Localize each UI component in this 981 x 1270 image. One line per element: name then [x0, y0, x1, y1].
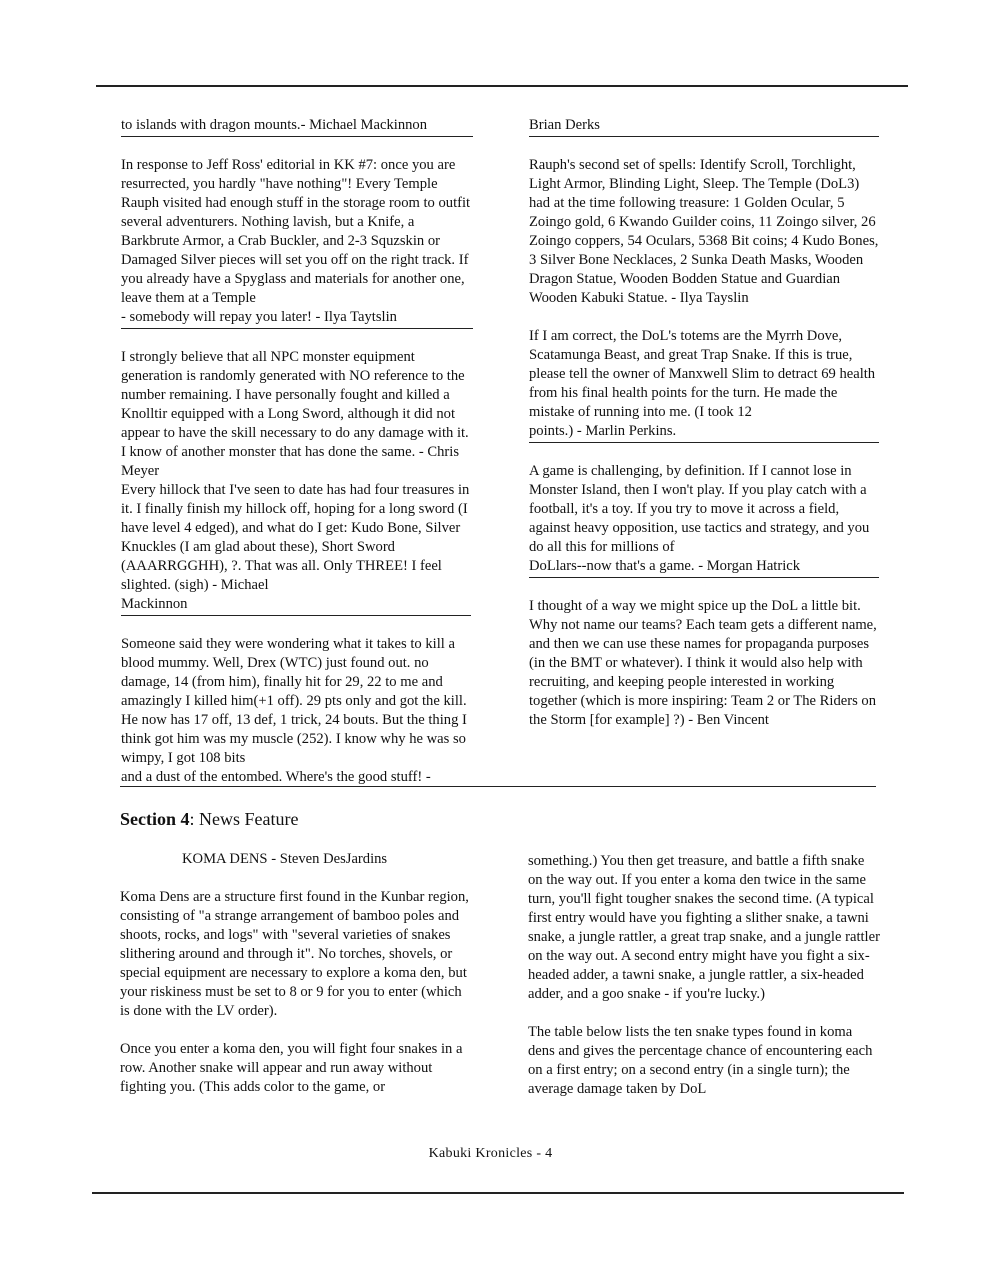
letter-vincent: I thought of a way we might spice up the DoL a little bit. Why not name our teams? Each team gets a different name, and then we can use these names for propaganda purposes (in the BMT or whatever). I think it would also help with recruiting, and keeping people interested in working together (which is more inspiring: Team 2 or The Riders on the Storm [for example] ?) - Ben Vincent — [529, 598, 877, 728]
letter-hillock: Every hillock that I've seen to date has had four treasures in it. I finally finish my hillock off, hoping for a long sword (I have level 4 edged), and what do I get: Kudo Bone, Silver Knuckles (I am glad about these), Short Sword (AAARRGGHH), ?. That was all. Only THREE! I feel slighted. (sigh) - Michael — [121, 482, 470, 593]
right-column-letters — [529, 116, 879, 730]
article-paragraph: something.) You then get treasure, and battle a fifth snake on the way out. If you enter a koma den twice in the same turn, you'll fight tougher snakes the second time. (A typical first entry would have you fighting a slither snake, a tawni snake, a jungle rattler, a great trap snake, and a jungle rattler on the way out. A second entry might have you fight a six-headed adder, a tawni snake, a jungle rattler, a six-headed adder, and a goo snake - if you're lucky.) — [528, 853, 880, 1002]
letter-perkins: If I am correct, the DoL's totems are the Myrrh Dove, Scatamunga Beast, and great Trap Snake. If this is true, please tell the owner of Manxwell Slim to detract 69 health from his final health points for the turn. He made the mistake of running into me. (I took 12 — [529, 328, 876, 420]
letter-derks: Someone said they were wondering what it takes to kill a blood mummy. Well, Drex (WTC) just found out. no damage, 14 (from him), finally hit for 29, 22 to me and amazingly I killed him(+1 off). 29 pts only and got the kill. He now has 17 off, 13 def, 1 trick, 24 bouts. But the thing I think got him was my muscle (252). I know why he was so wimpy, I got 108 bits — [121, 636, 467, 766]
article-paragraph: Koma Dens are a structure first found in the Kunbar region, consisting of "a strange arrangement of bamboo poles and shoots, rocks, and logs" with "several varieties of snakes slithering around and through it". No torches, shovels, or special equipment are necessary to explore a koma den, but your riskiness must be set to 8 or 9 for you to enter (which is done with the LV order). — [120, 889, 469, 1019]
page-footer: Kabuki Kronicles - 4 — [428, 1146, 553, 1161]
left-column-letters — [121, 116, 473, 787]
letter-taytslin: In response to Jeff Ross' editorial in KK #7: once you are resurrected, you hardly "have nothing"! Every Temple Rauph visited had enough stuff in the storage room to outfit several adventurers. Nothing lavish, but a Knife, a Barkbrute Armor, a Crab Buckler, and 2-3 Squzskin or Damaged Silver pieces will set you off on the right track. If you already have a Spyglass and materials for another one, leave them at a Temple — [121, 157, 471, 306]
letter-derks-tail: and a dust of the entombed. Where's the good stuff! - — [121, 769, 431, 785]
letter-meyer: I strongly believe that all NPC monster equipment generation is randomly generated with NO reference to the number remaining. I have personally fought and killed a Knolltir equipped with a Long Sword, although it did not appear to have the skill necessary to do any damage with it. I know of another monster that has done the same. - Chris Meyer — [121, 349, 469, 479]
letter-derks-signoff: Brian Derks — [529, 116, 879, 137]
bottom-rule — [92, 1192, 904, 1194]
letter-hatrick-signoff: DoLlars--now that's a game. - Morgan Hatrick — [529, 557, 879, 578]
letter-hillock-signoff: Mackinnon — [121, 595, 471, 616]
article-paragraph: Once you enter a koma den, you will fight four snakes in a row. Another snake will appear and run away without fighting you. (This adds color to the game, or — [120, 1041, 463, 1095]
top-rule — [96, 85, 908, 87]
section-title: : News Feature — [189, 809, 299, 829]
section-label: Section 4 — [120, 809, 190, 829]
article-left-column — [120, 888, 472, 1097]
letter-perkins-signoff: points.) - Marlin Perkins. — [529, 422, 879, 443]
article-title: KOMA DENS - Steven DesJardins — [182, 851, 388, 867]
letter-taytslin-signoff: - somebody will repay you later! - Ilya Taytslin — [121, 308, 473, 329]
section-heading — [120, 808, 298, 830]
letter-mackinnon-tail: to islands with dragon mounts.- Michael Mackinnon — [121, 116, 473, 137]
article-right-column — [528, 852, 880, 1099]
letter-hatrick: A game is challenging, by definition. If I cannot lose in Monster Island, then I won't play. If you play catch with a football, it's a toy. If you try to move it across a field, against heavy opposition, use tactics and strategy, and you do all this for millions of — [529, 463, 870, 555]
article-paragraph: The table below lists the ten snake types found in koma dens and gives the percentage chance of encountering each on a first entry; on a second entry (in a single turn); the average damage taken by DoL — [528, 1024, 873, 1097]
mid-rule — [120, 786, 876, 787]
letter-tayslin-spells: Rauph's second set of spells: Identify Scroll, Torchlight, Light Armor, Blinding Light, Sleep. The Temple (DoL3) had at the time following treasure: 1 Golden Ocular, 5 Zoingo gold, 6 Kwando Guilder coins, 11 Zoingo silver, 26 Zoingo coppers, 54 Oculars, 5368 Bit coins; 4 Kudo Bones, 3 Silver Bone Necklaces, 2 Sunka Death Masks, Wooden Dragon Statue, Wooden Bodden Statue and Guardian Wooden Kabuki Statue. - Ilya Tayslin — [529, 157, 879, 306]
